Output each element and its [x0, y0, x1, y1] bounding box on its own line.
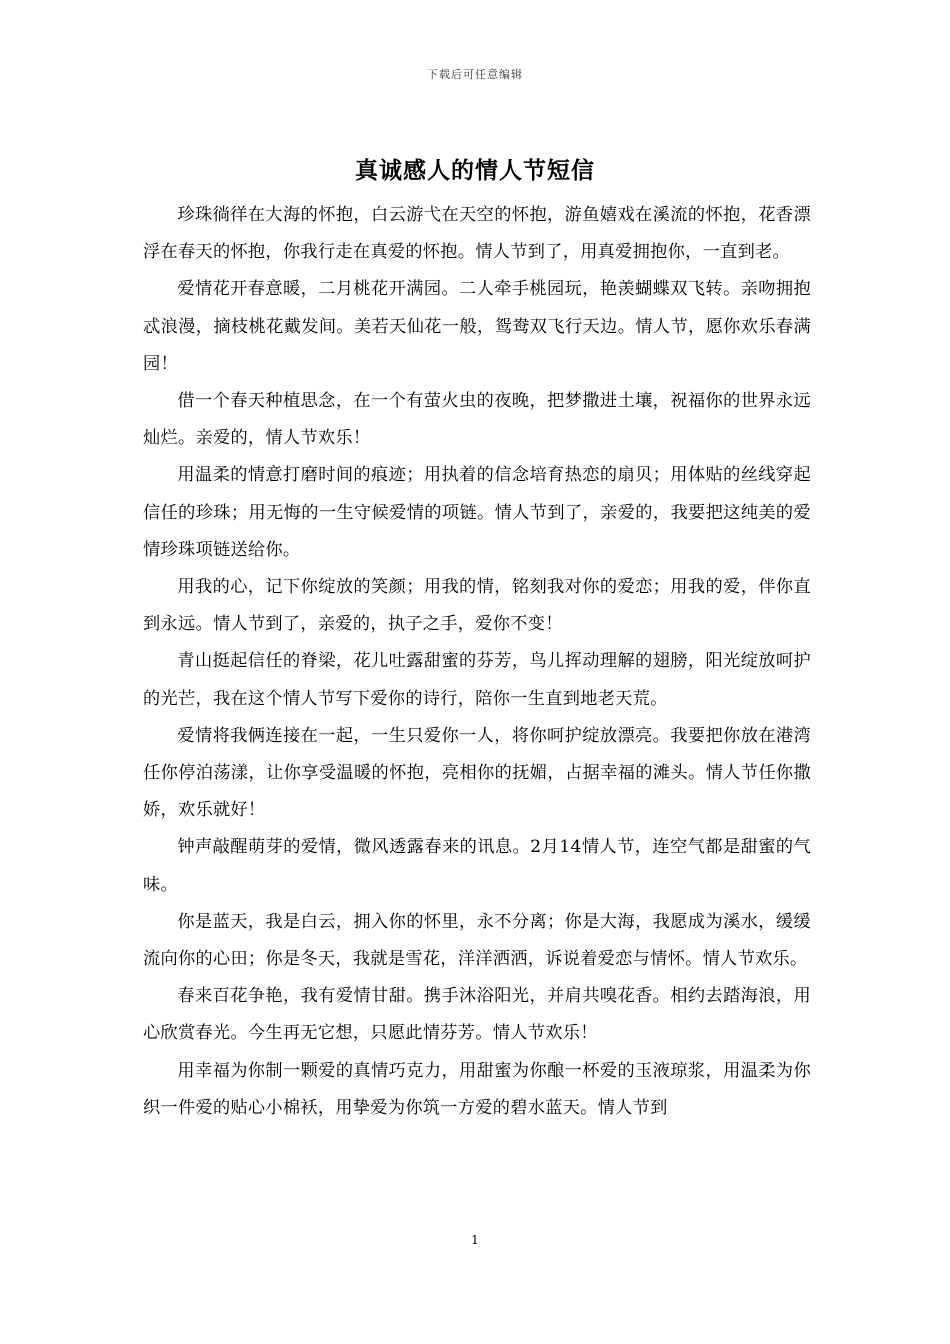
header-note: 下载后可任意编辑 — [427, 68, 523, 81]
paragraph: 用幸福为你制一颗爱的真情巧克力，用甜蜜为你酿一杯爱的玉液琼浆，用温柔为你织一件爱的贴心小棉袄，用挚爱为你筑一方爱的碧水蓝天。情人节到 — [143, 1060, 811, 1118]
paragraph: 用我的心，记下你绽放的笑颜；用我的情，铭刻我对你的爱恋；用我的爱，伴你直到永远。情人节到了，亲爱的，执子之手，爱你不变！ — [143, 577, 811, 635]
paragraph: 爱情将我俩连接在一起，一生只爱你一人，将你呵护绽放漂亮。我要把你放在港湾任你停泊荡漾，让你享受温暖的怀抱，亮相你的抚媚，占据幸福的滩头。情人节任你撒娇，欢乐就好！ — [143, 725, 811, 821]
page-number: 1 — [471, 1233, 479, 1247]
paragraph: 春来百花争艳，我有爱情甘甜。携手沐浴阳光，并肩共嗅花香。相约去踏海浪，用心欣赏春光。今生再无它想，只愿此情芬芳。情人节欢乐！ — [143, 986, 811, 1044]
paragraph: 青山挺起信任的脊梁，花儿吐露甜蜜的芬芳，鸟儿挥动理解的翅膀，阳光绽放呵护的光芒，我在这个情人节写下爱你的诗行，陪你一生直到地老天荒。 — [143, 651, 811, 709]
paragraph: 借一个春天种植思念，在一个有萤火虫的夜晚，把梦撒进土壤，祝福你的世界永远灿烂。亲爱的，情人节欢乐！ — [143, 391, 811, 449]
body-text — [143, 197, 811, 1127]
paragraph: 钟声敲醒萌芽的爱情，微风透露春来的讯息。2月14情人节，连空气都是甜蜜的气味。 — [143, 837, 811, 895]
paragraph: 你是蓝天，我是白云，拥入你的怀里，永不分离；你是大海，我愿成为溪水，缓缓流向你的心田；你是冬天，我就是雪花，洋洋洒洒，诉说着爱恋与情怀。情人节欢乐。 — [143, 911, 811, 970]
document-title: 真诚感人的情人节短信 — [355, 158, 595, 184]
paragraph: 珍珠徜徉在大海的怀抱，白云游弋在天空的怀抱，游鱼嬉戏在溪流的怀抱，花香漂浮在春天的怀抱，你我行走在真爱的怀抱。情人节到了，用真爱拥抱你，一直到老。 — [143, 205, 811, 263]
paragraph: 爱情花开春意暖，二月桃花开满园。二人牵手桃园玩，艳羡蝴蝶双飞转。亲吻拥抱忒浪漫，摘枝桃花戴发间。美若天仙花一般，鸳鸯双飞行天边。情人节，愿你欢乐春满园！ — [143, 279, 811, 374]
paragraph: 用温柔的情意打磨时间的痕迹；用执着的信念培育热恋的扇贝；用体贴的丝线穿起信任的珍珠；用无悔的一生守候爱情的项链。情人节到了，亲爱的，我要把这纯美的爱情珍珠项链送给你。 — [143, 465, 811, 560]
